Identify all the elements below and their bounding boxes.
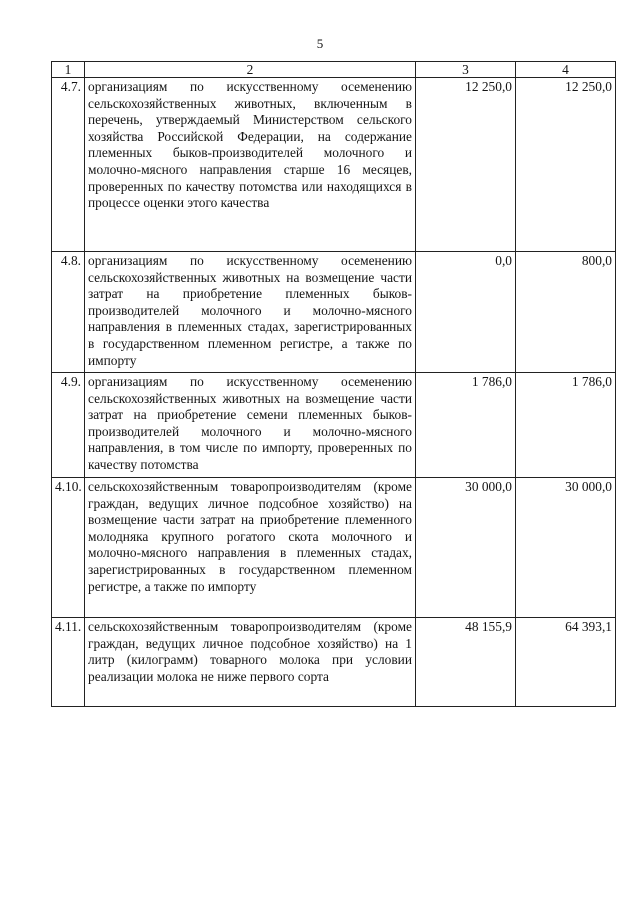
row-number: 4.10.	[52, 478, 85, 618]
row-description: организациям по искусственному осеменению сельскохозяйственных животных на возмещение части затрат на приобретение семени племенных быков-производителей молочного и молочно-мясного направления, в том числе по импорту, проверенных по качеству потомства	[85, 373, 416, 478]
row-value-col4: 12 250,0	[516, 78, 616, 252]
table-row	[52, 78, 616, 252]
page-number: 5	[316, 36, 324, 51]
row-value-col4: 1 786,0	[516, 373, 616, 478]
table-row	[52, 618, 616, 707]
row-number: 4.8.	[52, 252, 85, 373]
row-description: организациям по искусственному осеменению сельскохозяйственных животных, включенным в перечень, утверждаемый Министерством сельского хозяйства Российской Федерации, на содержание племенных быков-производителей молочного и молочно-мясного направления старше 16 месяцев, проверенных по качеству потомства или находящихся в процессе оценки этого качества	[85, 78, 416, 252]
row-number: 4.7.	[52, 78, 85, 252]
row-value-col3: 12 250,0	[416, 78, 516, 252]
row-value-col3: 0,0	[416, 252, 516, 373]
subsidy-table	[51, 61, 616, 707]
row-value-col4: 800,0	[516, 252, 616, 373]
row-value-col3: 1 786,0	[416, 373, 516, 478]
table-header-row	[52, 62, 616, 78]
header-col-1: 1	[52, 62, 85, 78]
header-col-2: 2	[85, 62, 416, 78]
row-value-col3: 30 000,0	[416, 478, 516, 618]
table-row	[52, 478, 616, 618]
row-number: 4.9.	[52, 373, 85, 478]
row-number: 4.11.	[52, 618, 85, 707]
table-row	[52, 373, 616, 478]
row-value-col4: 64 393,1	[516, 618, 616, 707]
header-col-4: 4	[516, 62, 616, 78]
table-row	[52, 252, 616, 373]
row-value-col4: 30 000,0	[516, 478, 616, 618]
row-description: сельскохозяйственным товаропроизводителям (кроме граждан, ведущих личное подсобное хозяйство) на возмещение части затрат на приобретение племенного молодняка крупного рогатого скота молочного и молочно-мясного направления в племенных стадах, зарегистрированных в государственном племенном регистре, а также по импорту	[85, 478, 416, 618]
row-value-col3: 48 155,9	[416, 618, 516, 707]
row-description: сельскохозяйственным товаропроизводителям (кроме граждан, ведущих личное подсобное хозяйство) на 1 литр (килограмм) товарного молока при условии реализации молока не ниже первого сорта	[85, 618, 416, 707]
row-description: организациям по искусственному осеменению сельскохозяйственных животных на возмещение части затрат на приобретение племенных быков-производителей молочного и молочно-мясного направления в племенных стадах, зарегистрированных в государственном племенном регистре, а также по импорту	[85, 252, 416, 373]
header-col-3: 3	[416, 62, 516, 78]
